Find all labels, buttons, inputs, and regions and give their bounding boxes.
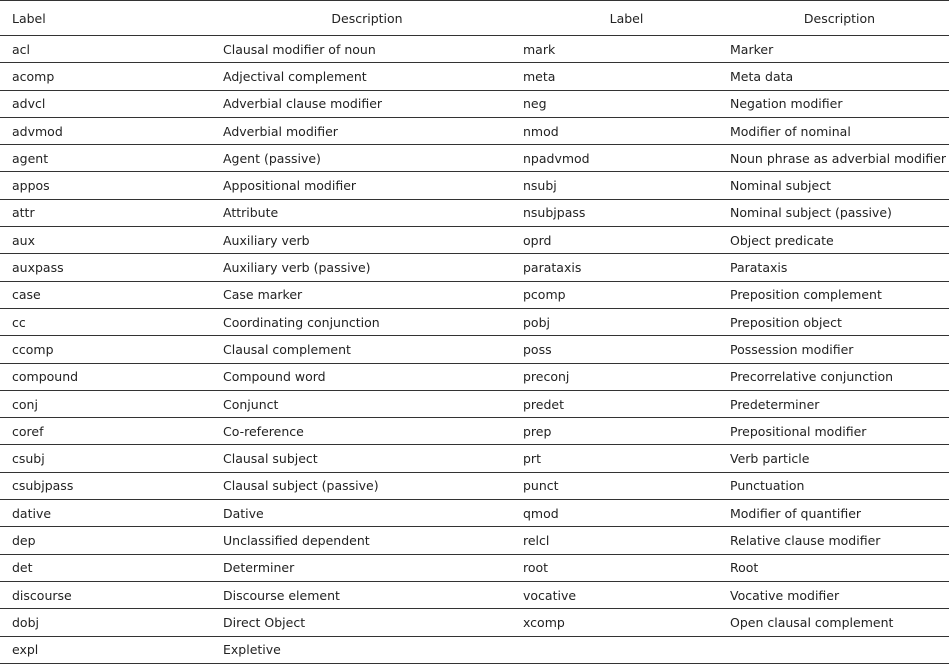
label-cell: npadvmod [523, 145, 730, 172]
table-header [0, 1, 949, 36]
description-cell: Nominal subject [730, 172, 949, 199]
description-cell: Discourse element [211, 581, 523, 608]
table-row [0, 527, 949, 554]
table-row [0, 581, 949, 608]
label-cell: case [0, 281, 211, 308]
description-cell: Appositional modifier [211, 172, 523, 199]
label-cell: discourse [0, 581, 211, 608]
label-cell: appos [0, 172, 211, 199]
label-cell: poss [523, 336, 730, 363]
description-cell: Modifier of nominal [730, 117, 949, 144]
table-row [0, 363, 949, 390]
label-cell: nsubj [523, 172, 730, 199]
table-row [0, 117, 949, 144]
description-cell: Case marker [211, 281, 523, 308]
label-cell: neg [523, 90, 730, 117]
description-cell: Attribute [211, 199, 523, 226]
description-cell: Co-reference [211, 418, 523, 445]
description-cell: Verb particle [730, 445, 949, 472]
description-cell: Nominal subject (passive) [730, 199, 949, 226]
label-cell: auxpass [0, 254, 211, 281]
label-cell: nmod [523, 117, 730, 144]
table-row [0, 227, 949, 254]
header-label-2: Label [523, 1, 730, 36]
description-cell [730, 636, 949, 663]
description-cell: Direct Object [211, 609, 523, 636]
table-body [0, 36, 949, 664]
description-cell: Expletive [211, 636, 523, 663]
table-row [0, 281, 949, 308]
table-row [0, 254, 949, 281]
table-row [0, 554, 949, 581]
description-cell: Prepositional modifier [730, 418, 949, 445]
description-cell: Open clausal complement [730, 609, 949, 636]
label-cell: advcl [0, 90, 211, 117]
description-cell: Clausal modifier of noun [211, 36, 523, 63]
label-cell: det [0, 554, 211, 581]
description-cell: Negation modifier [730, 90, 949, 117]
label-cell: relcl [523, 527, 730, 554]
label-cell: pcomp [523, 281, 730, 308]
description-cell: Root [730, 554, 949, 581]
description-cell: Clausal subject [211, 445, 523, 472]
table-row [0, 63, 949, 90]
table-row [0, 445, 949, 472]
table-row [0, 609, 949, 636]
description-cell: Modifier of quantifier [730, 500, 949, 527]
label-cell: predet [523, 390, 730, 417]
label-cell: xcomp [523, 609, 730, 636]
label-cell [523, 636, 730, 663]
label-cell: preconj [523, 363, 730, 390]
table-row [0, 90, 949, 117]
label-cell: oprd [523, 227, 730, 254]
description-cell: Preposition object [730, 308, 949, 335]
header-label-1: Label [0, 1, 211, 36]
description-cell: Clausal complement [211, 336, 523, 363]
description-cell: Adjectival complement [211, 63, 523, 90]
description-cell: Relative clause modifier [730, 527, 949, 554]
label-cell: ccomp [0, 336, 211, 363]
table-row [0, 390, 949, 417]
table-row [0, 336, 949, 363]
label-cell: dobj [0, 609, 211, 636]
header-description-2: Description [730, 1, 949, 36]
description-cell: Auxiliary verb (passive) [211, 254, 523, 281]
label-cell: prt [523, 445, 730, 472]
label-cell: qmod [523, 500, 730, 527]
description-cell: Punctuation [730, 472, 949, 499]
description-cell: Dative [211, 500, 523, 527]
label-cell: acomp [0, 63, 211, 90]
label-cell: root [523, 554, 730, 581]
description-cell: Vocative modifier [730, 581, 949, 608]
header-row [0, 1, 949, 36]
header-description-1: Description [211, 1, 523, 36]
table-row [0, 418, 949, 445]
table-row [0, 500, 949, 527]
label-cell: advmod [0, 117, 211, 144]
description-cell: Parataxis [730, 254, 949, 281]
label-cell: nsubjpass [523, 199, 730, 226]
description-cell: Auxiliary verb [211, 227, 523, 254]
description-cell: Unclassified dependent [211, 527, 523, 554]
label-cell: pobj [523, 308, 730, 335]
label-cell: cc [0, 308, 211, 335]
label-cell: dative [0, 500, 211, 527]
table-row [0, 145, 949, 172]
description-cell: Agent (passive) [211, 145, 523, 172]
description-cell: Preposition complement [730, 281, 949, 308]
label-cell: acl [0, 36, 211, 63]
description-cell: Object predicate [730, 227, 949, 254]
label-cell: compound [0, 363, 211, 390]
table-row [0, 636, 949, 663]
description-cell: Clausal subject (passive) [211, 472, 523, 499]
label-cell: prep [523, 418, 730, 445]
description-cell: Coordinating conjunction [211, 308, 523, 335]
label-cell: vocative [523, 581, 730, 608]
label-cell: agent [0, 145, 211, 172]
table-row [0, 472, 949, 499]
description-cell: Precorrelative conjunction [730, 363, 949, 390]
label-cell: conj [0, 390, 211, 417]
table-row [0, 199, 949, 226]
label-cell: parataxis [523, 254, 730, 281]
description-cell: Determiner [211, 554, 523, 581]
description-cell: Adverbial clause modifier [211, 90, 523, 117]
label-cell: dep [0, 527, 211, 554]
label-cell: csubjpass [0, 472, 211, 499]
label-cell: mark [523, 36, 730, 63]
description-cell: Conjunct [211, 390, 523, 417]
description-cell: Marker [730, 36, 949, 63]
description-cell: Adverbial modifier [211, 117, 523, 144]
label-cell: expl [0, 636, 211, 663]
description-cell: Possession modifier [730, 336, 949, 363]
label-cell: punct [523, 472, 730, 499]
table-row [0, 308, 949, 335]
label-cell: meta [523, 63, 730, 90]
label-cell: coref [0, 418, 211, 445]
label-cell: attr [0, 199, 211, 226]
description-cell: Noun phrase as adverbial modifier [730, 145, 949, 172]
description-cell: Meta data [730, 63, 949, 90]
label-cell: aux [0, 227, 211, 254]
label-cell: csubj [0, 445, 211, 472]
description-cell: Compound word [211, 363, 523, 390]
table-row [0, 36, 949, 63]
description-cell: Predeterminer [730, 390, 949, 417]
table-row [0, 172, 949, 199]
